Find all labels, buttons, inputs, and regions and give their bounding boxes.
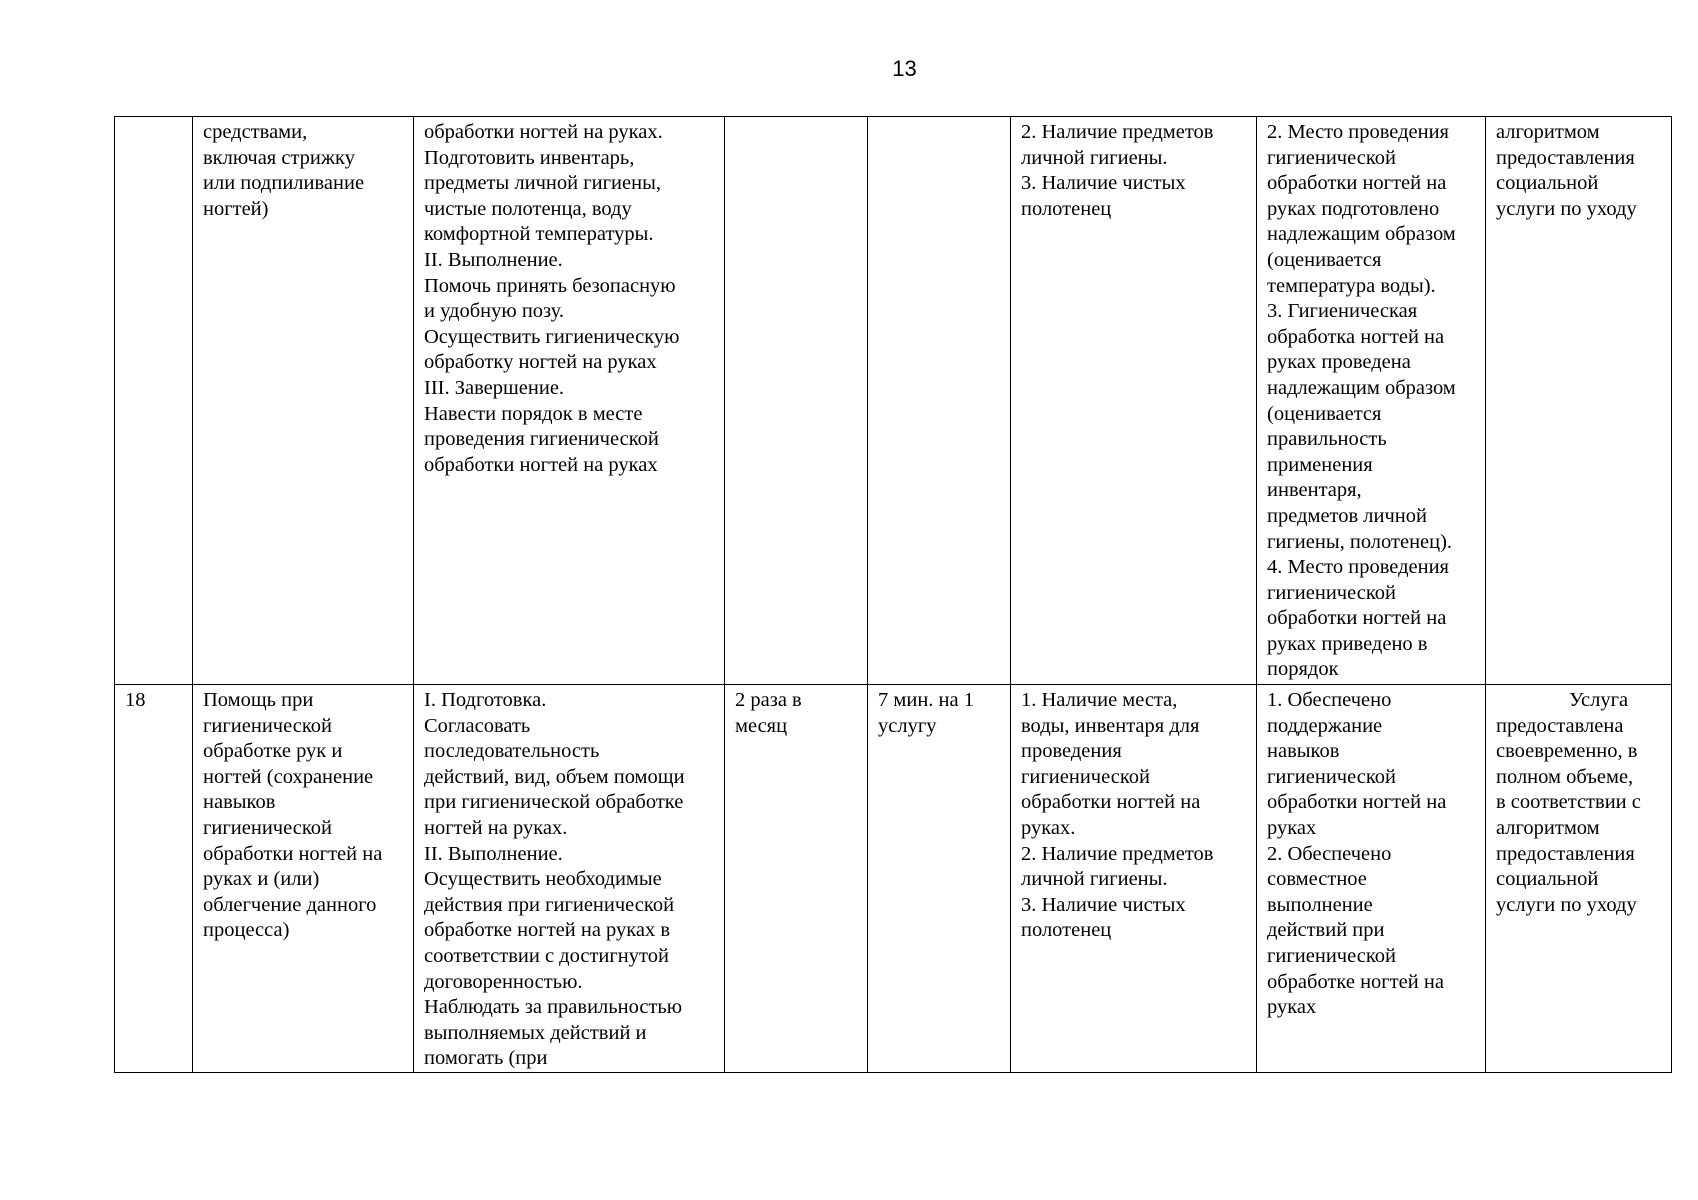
cell-result-evaluation: алгоритмом предоставления социальной услуги по уходу <box>1486 117 1672 685</box>
table-row <box>115 117 1672 685</box>
cell-time-norm <box>868 117 1011 685</box>
result-text: Услуга предоставлена своевременно, в полном объеме, в соответствии с алгоритмом предоставления социальной услуги по уходу <box>1496 689 1641 916</box>
cell-frequency: 2 раза в месяц <box>725 685 868 1073</box>
cell-service-description: I. Подготовка. Согласовать последовательность действий, вид, объем помощи при гигиенической обработке ногтей на руках. II. Выполнение. Осуществить необходимые действия при гигиенической обработке ногтей на руках в соответствии с достигнутой договоренностью. Наблюдать за правильностью выполняемых действий и помогать (при <box>414 685 725 1073</box>
cell-time-norm: 7 мин. на 1 услугу <box>868 685 1011 1073</box>
cell-conditions: 1. Наличие места, воды, инвентаря для проведения гигиенической обработки ногтей на руках. 2. Наличие предметов личной гигиены. 3. Наличие чистых полотенец <box>1011 685 1257 1073</box>
cell-conditions: 2. Наличие предметов личной гигиены. 3. Наличие чистых полотенец <box>1011 117 1257 685</box>
cell-quality-indicators: 1. Обеспечено поддержание навыков гигиенической обработки ногтей на руках 2. Обеспечено совместное выполнение действий при гигиенической обработке ногтей на руках <box>1257 685 1486 1073</box>
cell-number: 18 <box>115 685 193 1073</box>
cell-service-name: средствами, включая стрижку или подпиливание ногтей) <box>193 117 414 685</box>
cell-result-evaluation <box>1486 685 1672 1073</box>
cell-quality-indicators: 2. Место проведения гигиенической обработки ногтей на руках подготовлено надлежащим образом (оценивается температура воды). 3. Гигиеническая обработка ногтей на руках проведена надлежащим образом (оценивается правильность применения инвентаря, предметов личной гигиены, полотенец). 4. Место проведения гигиенической обработки ногтей на руках приведено в порядок <box>1257 117 1486 685</box>
cell-number <box>115 117 193 685</box>
cell-service-name: Помощь при гигиенической обработке рук и ногтей (сохранение навыков гигиенической обработки ногтей на руках и (или) облегчение данного процесса) <box>193 685 414 1073</box>
table-row <box>115 685 1672 1073</box>
cell-frequency <box>725 117 868 685</box>
page-number: 13 <box>892 56 917 81</box>
service-standards-table <box>114 116 1672 1073</box>
cell-service-description: обработки ногтей на руках. Подготовить инвентарь, предметы личной гигиены, чистые полотенца, воду комфортной температуры. II. Выполнение. Помочь принять безопасную и удобную позу. Осуществить гигиеническую обработку ногтей на руках III. Завершение. Навести порядок в месте проведения гигиенической обработки ногтей на руках <box>414 117 725 685</box>
